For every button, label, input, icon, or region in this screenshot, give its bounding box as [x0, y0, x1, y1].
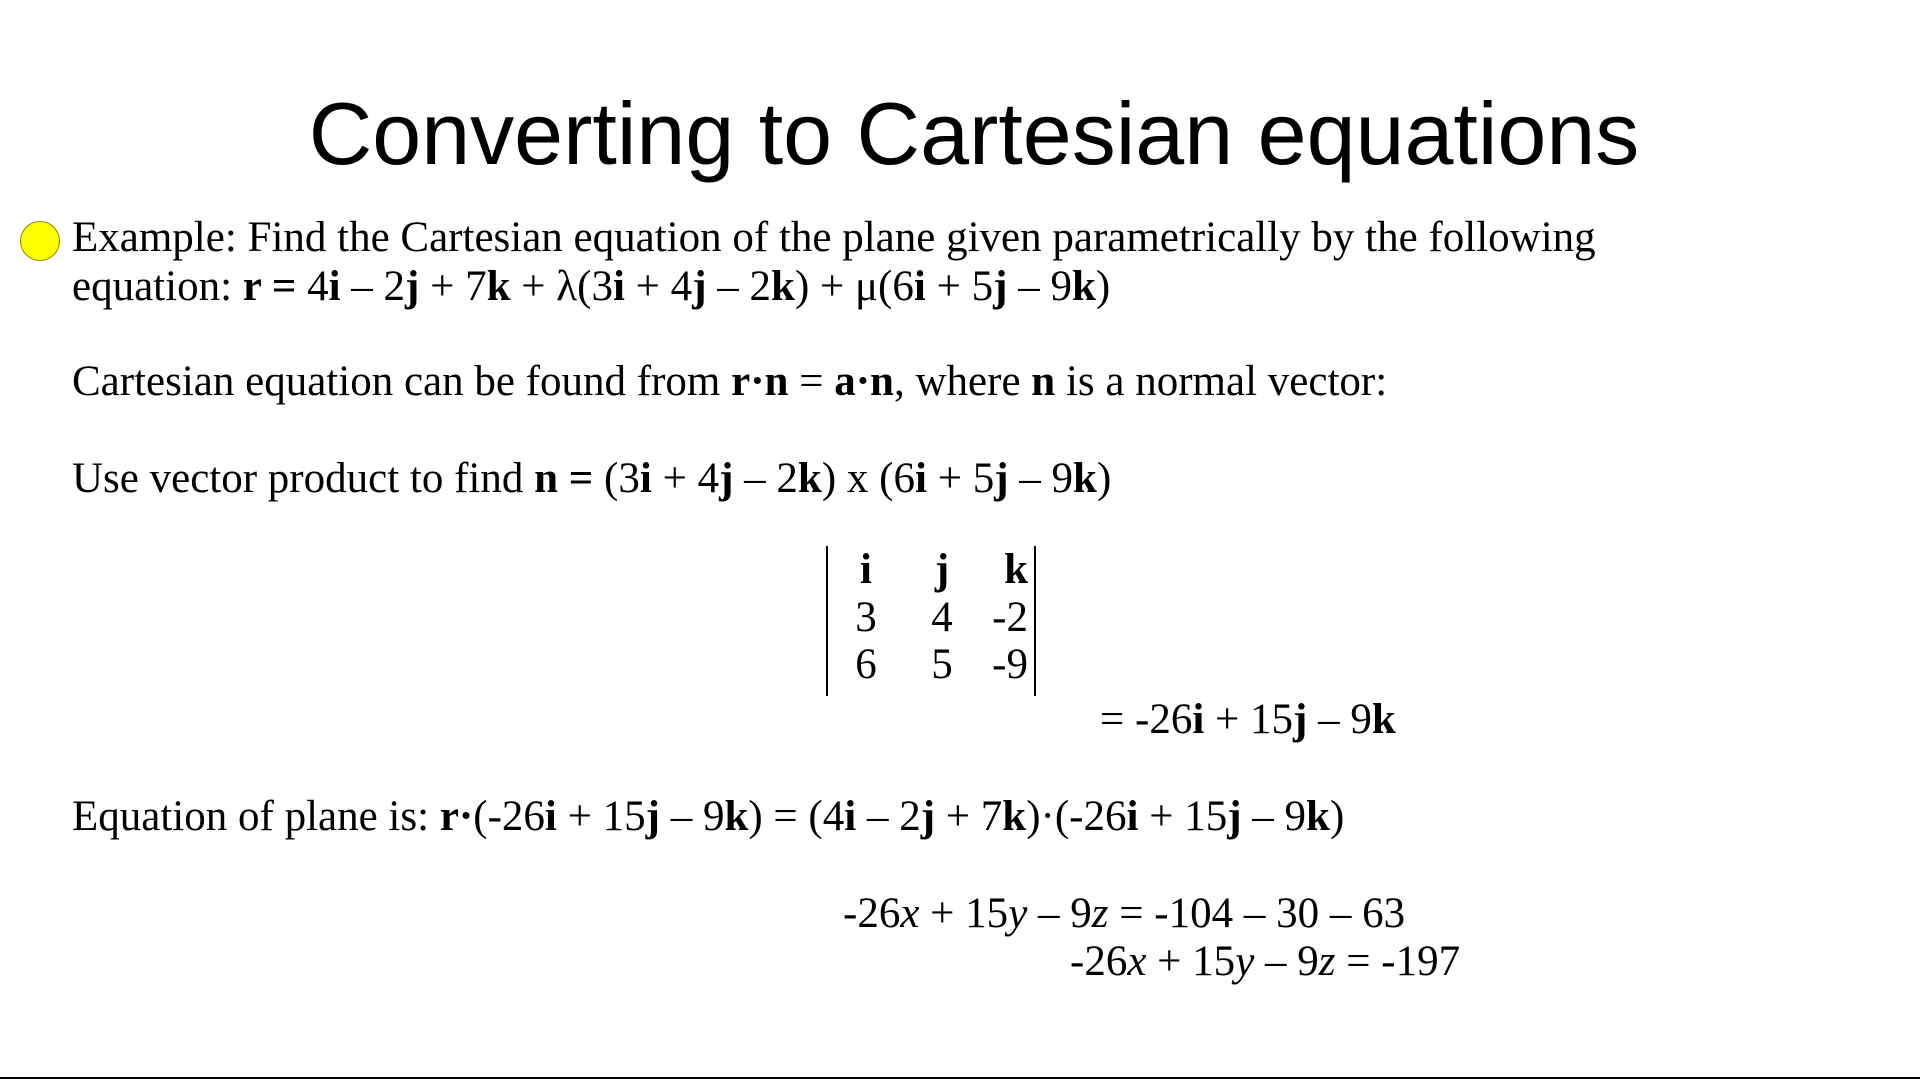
slide-title: Converting to Cartesian equations	[308, 84, 1640, 183]
determinant-matrix	[826, 546, 1036, 696]
plane-equation-prefix: Equation of plane is:	[72, 793, 440, 840]
det-cell: 4	[931, 594, 953, 641]
bullet-marker	[20, 221, 60, 261]
cartesian-note-suffix: is a normal vector:	[1055, 358, 1388, 405]
det-header-i: i	[860, 546, 872, 593]
det-cell: -2	[992, 594, 1028, 641]
det-header-j: j	[934, 546, 950, 593]
example-line-1: Example: Find the Cartesian equation of the plane given parametrically by the following	[72, 214, 1596, 261]
expanded-equation-1: -26x + 15y – 9z = -104 – 30 – 63	[843, 890, 1406, 937]
plane-equation-expr: r·(-26i + 15j – 9k) = (4i – 2j + 7k)·(-26i + 15j – 9k)	[439, 793, 1345, 840]
parametric-equation: r = 4i – 2j + 7k + λ(3i + 4j – 2k) + μ(6i + 5j – 9k)	[242, 263, 1111, 310]
vector-product-prefix: Use vector product to find	[72, 455, 535, 502]
det-cell: -9	[992, 641, 1028, 688]
cartesian-note-prefix: Cartesian equation can be found from	[72, 358, 732, 405]
expanded-equation-2: -26x + 15y – 9z = -197	[1070, 938, 1461, 985]
example-line-2-prefix: equation:	[72, 263, 243, 310]
cartesian-note-where: , where	[893, 358, 1032, 405]
cartesian-note	[72, 358, 1387, 406]
dot-product-relation: r·n = a·n	[731, 358, 894, 405]
normal-vector-symbol: n	[1031, 358, 1056, 405]
example-line-2	[72, 263, 1110, 311]
det-cell: 3	[855, 594, 877, 641]
vector-product-line	[72, 455, 1111, 503]
determinant-result: = -26i + 15j – 9k	[1100, 696, 1396, 743]
det-header-k: k	[1004, 546, 1028, 593]
plane-equation-line	[72, 793, 1344, 841]
slide-bottom-border	[0, 1077, 1920, 1079]
cross-product-expr: n = (3i + 4j – 2k) x (6i + 5j – 9k)	[534, 455, 1112, 502]
det-cell: 5	[931, 641, 953, 688]
det-cell: 6	[855, 641, 877, 688]
